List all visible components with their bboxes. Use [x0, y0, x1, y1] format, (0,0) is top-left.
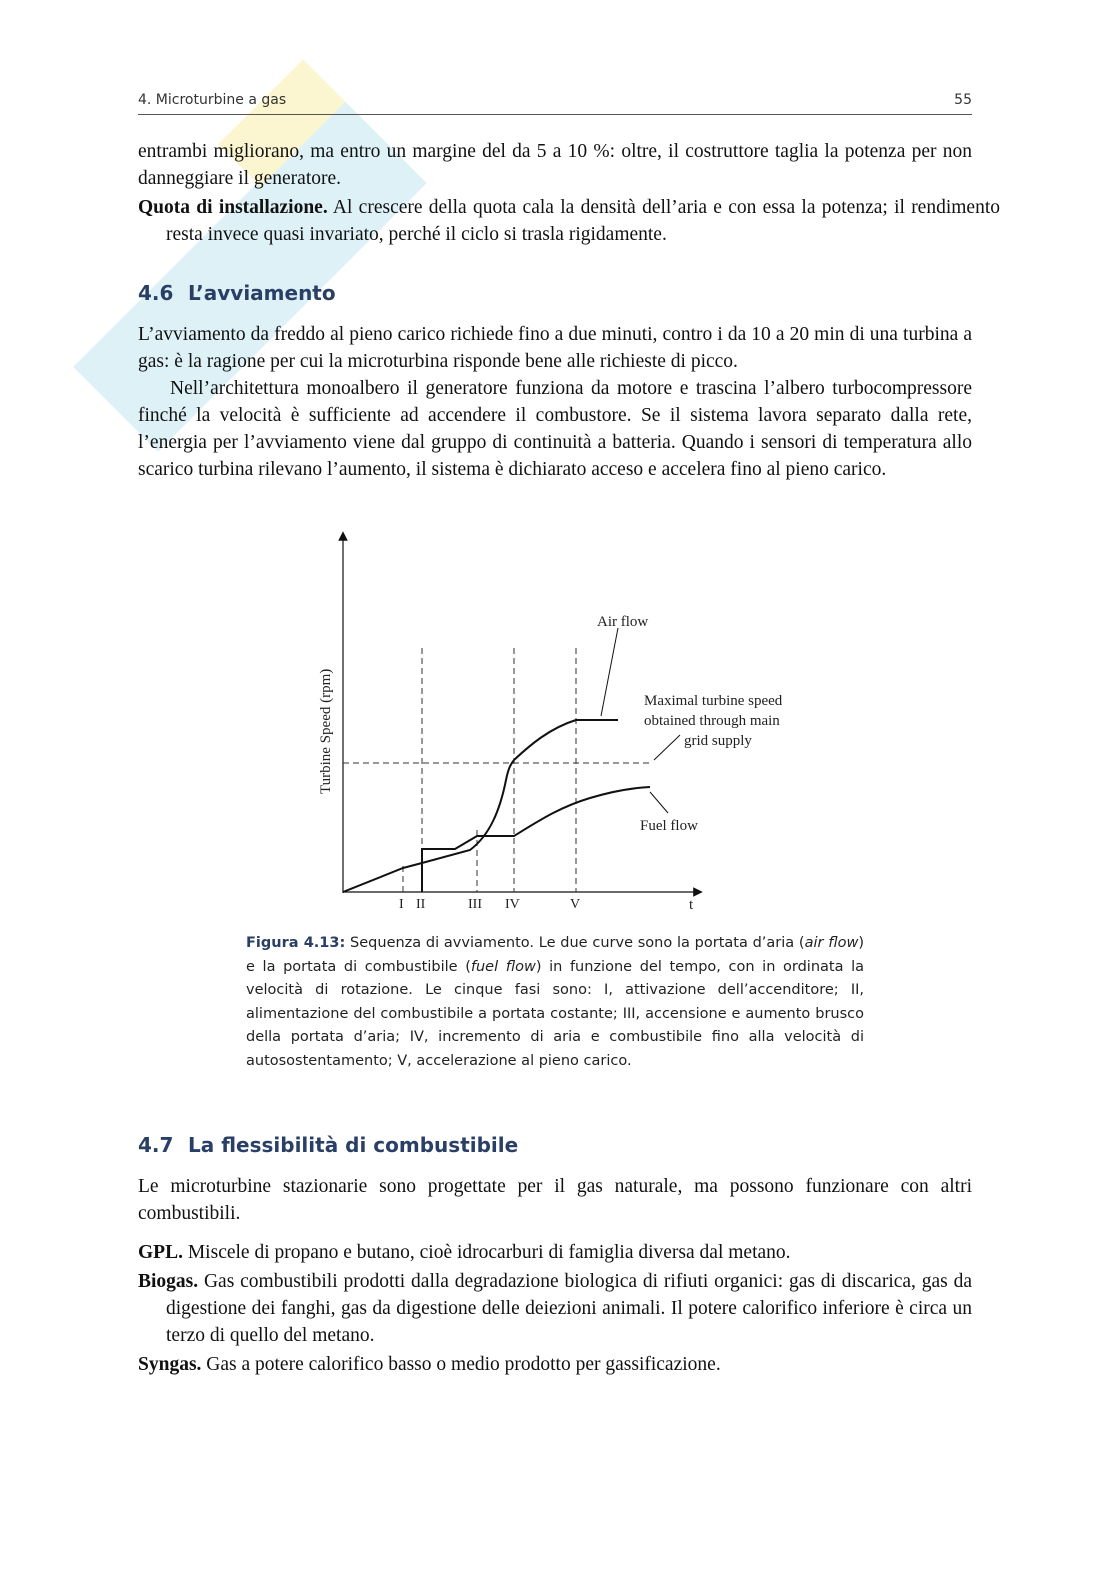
caption-air-flow: air flow: [804, 935, 859, 951]
list-text: Gas a potere calorifico basso o medio prodotto per gassificazione.: [201, 1354, 721, 1375]
list-term: Syngas.: [138, 1354, 202, 1375]
phase-tick-II: II: [416, 897, 426, 912]
list-item-syngas: [138, 1351, 972, 1378]
max-speed-label-line1: Maximal turbine speed: [644, 693, 783, 709]
caption-fuel-flow: fuel flow: [470, 958, 536, 975]
max-speed-leader: [654, 735, 680, 760]
air-flow-leader: [601, 628, 618, 716]
section-number: 4.7: [138, 1133, 174, 1157]
list-text: Miscele di propano e butano, cioè idrocarburi di famiglia diversa dal metano.: [182, 1242, 791, 1263]
list-term: GPL.: [138, 1242, 183, 1263]
figure-caption: [246, 932, 864, 1073]
page-header: [138, 92, 972, 115]
paragraph-avviamento-1: L’avviamento da freddo al pieno carico richiede fino a due minuti, contro i da 10 a 20 min di una turbina a gas: è la ragione per cui la microturbina risponde bene alle richieste di picco.: [138, 324, 972, 372]
continuation-paragraph: [138, 138, 1000, 192]
startup-sequence-figure: [300, 530, 820, 925]
air-flow-label: Air flow: [597, 614, 649, 630]
list-term: Biogas.: [138, 1271, 199, 1292]
page-number: 55: [954, 92, 972, 108]
section-heading-4-6: [138, 281, 336, 305]
caption-part2: ) e la portata di combustibile (: [246, 935, 864, 975]
quota-term: Quota di installazione.: [138, 197, 328, 218]
caption-part1: Sequenza di avviamento. Le due curve sono la portata d’aria (: [345, 935, 805, 951]
chapter-title: 4. Microturbine a gas: [138, 92, 287, 108]
caption-label: Figura 4.13:: [246, 935, 346, 951]
phase-tick-IV: IV: [505, 897, 520, 912]
phase-tick-V: V: [570, 897, 581, 912]
section-number: 4.6: [138, 281, 174, 305]
list-text: Gas combustibili prodotti dalla degradazione biologica di rifiuti organici: gas di discarica, gas da digestione dei fanghi, gas da digestione delle deiezioni animali. Il potere calorifico inferiore è circa un terzo di quello del metano.: [166, 1271, 972, 1346]
list-item-biogas: [138, 1268, 972, 1349]
section-title: La flessibilità di combustibile: [188, 1133, 519, 1157]
fuel-flow-curve: [422, 787, 650, 892]
x-axis-label: t: [689, 897, 694, 913]
y-axis-label: Turbine Speed (rpm): [318, 668, 334, 794]
max-speed-label-line3: grid supply: [684, 733, 752, 749]
quota-text: Al crescere della quota cala la densità dell’aria e con essa la potenza; il rendimento resta invece quasi invariato, perché il ciclo si trasla rigidamente.: [166, 197, 1000, 245]
paragraph-avviamento-2: Nell’architettura monoalbero il generatore funziona da motore e trascina l’albero turbocompressore finché la velocità è sufficiente ad accendere il combustore. Se il sistema lavora separato dalla rete, l’energia per l’avviamento viene dal gruppo di continuità a batteria. Quando i sensori di temperatura allo scarico turbina rilevano l’aumento, il sistema è dichiarato acceso e accelera fino al pieno carico.: [138, 378, 972, 480]
air-flow-curve: [343, 720, 618, 892]
max-speed-label-line2: obtained through main: [644, 713, 780, 729]
fuel-flow-leader: [650, 792, 668, 813]
list-item-gpl: [138, 1239, 972, 1266]
fuel-flow-label: Fuel flow: [640, 818, 698, 834]
caption-part3: ) in funzione del tempo, con in ordinata la velocità di rotazione. Le cinque fasi sono: I, attivazione dell’accenditore; II, alimentazione del combustibile a portata costante; III, accensione e aumento brusco della portata d’aria; IV, incremento di aria e combustibile fino alla velocità di autosostentamento; V, accelerazione al pieno carico.: [246, 958, 865, 1069]
section-title: L’avviamento: [188, 281, 336, 305]
paragraph-flessibilita: Le microturbine stazionarie sono progettate per il gas naturale, ma possono funzionare con altri combustibili.: [138, 1176, 972, 1224]
continuation-text: entrambi migliorano, ma entro un margine del da 5 a 10 %: oltre, il costruttore taglia la potenza per non danneggiare il generatore.: [138, 141, 972, 189]
quota-paragraph: [138, 194, 1000, 248]
section-heading-4-7: [138, 1133, 518, 1157]
phase-tick-III: III: [468, 897, 482, 912]
phase-tick-I: I: [399, 897, 404, 912]
